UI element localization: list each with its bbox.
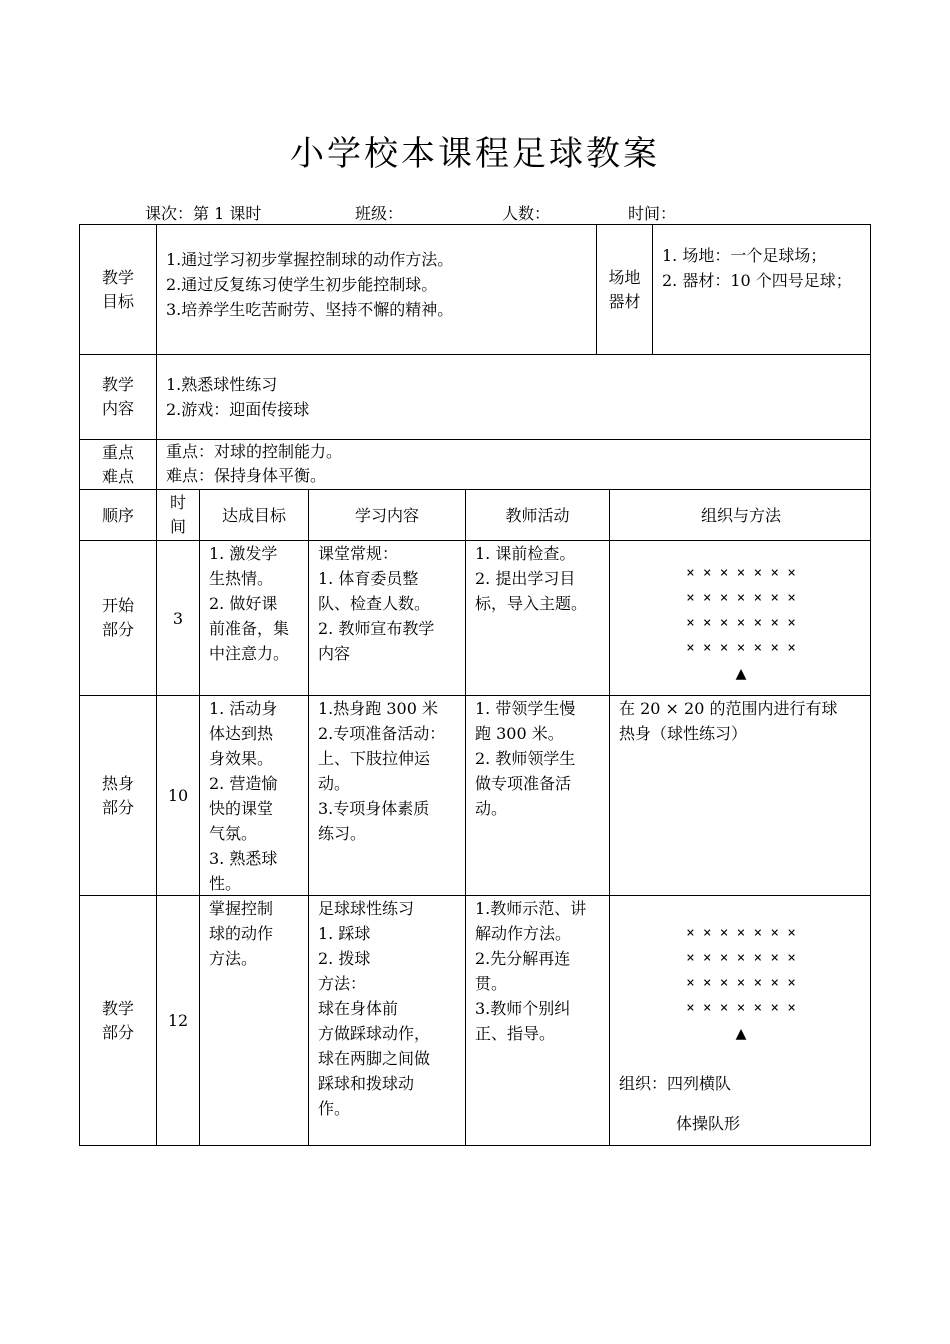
formation-line: × × × × × × × [686,975,796,991]
teacher-marker-icon: ▲ [735,1023,747,1044]
key-row [79,440,871,490]
goals-row [79,224,871,355]
content-row [79,355,871,440]
formation-line: × × × × × × × [686,565,796,581]
row-order: 热身 部分 [101,773,134,817]
row-teacher: 1. 带领学生慢 跑 300 米。 2. 教师领学生 做专项准备活 动。 [465,696,609,895]
goals-text: 1.通过学习初步掌握控制球的动作方法。 2.通过反复练习使学生初步能控制球。 3.培养学生吃苦耐劳、坚持不懈的精神。 [156,225,596,354]
formation-line: × × × × × × × [686,590,796,606]
table-row [79,696,871,896]
row-org [609,541,872,695]
content-text: 1.熟悉球性练习 2.游戏：迎面传接球 [156,355,872,439]
row-teacher: 1.教师示范、讲 解动作方法。 2.先分解再连 贯。 3.教师个别纠 正、指导。 [465,896,609,1145]
venue-label: 场地 器材 [596,225,652,354]
row-goal: 1. 活动身 体达到热 身效果。 2. 营造愉 快的课堂 气氛。 3. 熟悉球 性。 [199,696,308,895]
formation-line: × × × × × × × [686,640,796,656]
row-learn: 1.热身跑 300 米 2.专项准备活动： 上、下肢拉伸运 动。 3.专项身体素质 练习。 [308,696,465,895]
header-time: 时 间 [156,490,199,540]
header-row [79,490,871,541]
teacher-marker-icon: ▲ [735,663,747,684]
table-row [79,896,871,1146]
formation-line: × × × × × × × [686,925,796,941]
header-goal: 达成目标 [199,490,308,540]
venue-text: 1. 场地：一个足球场； 2. 器材：10 个四号足球； [652,225,872,354]
row-teacher: 1. 课前检查。 2. 提出学习目 标，导入主题。 [465,541,609,695]
org-note: 组织：四列横队 [619,1074,732,1093]
formation-line: × × × × × × × [686,950,796,966]
row-order: 教学 部分 [101,998,134,1042]
row-learn: 足球球性练习 1. 踩球 2. 拨球 方法： 球在身体前 方做踩球动作， 球在两脚之间做 踩球和拨球动 作。 [308,896,465,1145]
row-time: 3 [156,541,199,695]
row-org [609,896,872,1145]
header-order: 顺序 [101,505,134,525]
row-learn: 课堂常规： 1. 体育委员整 队、检查人数。 2. 教师宣布教学 内容 [308,541,465,695]
goals-label: 教学 目标 [101,267,134,311]
meta-lesson: 课次：第 1 课时 [145,204,262,223]
header-teacher: 教师活动 [465,490,609,540]
header-org: 组织与方法 [609,490,872,540]
row-org: 在 20 × 20 的范围内进行有球 热身（球性练习） [609,696,872,895]
meta-count: 人数： [502,204,551,223]
formation-line: × × × × × × × [686,1000,796,1016]
table-row [79,541,871,696]
header-learn: 学习内容 [308,490,465,540]
row-time: 12 [156,896,199,1145]
row-goal: 掌握控制 球的动作 方法。 [199,896,308,1145]
org-note-2: 体操队形 [676,1114,741,1133]
meta-class: 班级： [355,204,404,223]
row-goal: 1. 激发学 生热情。 2. 做好课 前准备，集 中注意力。 [199,541,308,695]
page-title: 小学校本课程足球教案 [290,134,660,174]
key-label: 重点 难点 [101,442,134,486]
row-order: 开始 部分 [101,596,134,639]
formation-line: × × × × × × × [686,615,796,631]
row-time: 10 [156,696,199,895]
content-label: 教学 内容 [101,375,134,418]
key-text: 重点：对球的控制能力。 难点：保持身体平衡。 [156,440,872,489]
meta-time: 时间： [628,204,677,223]
